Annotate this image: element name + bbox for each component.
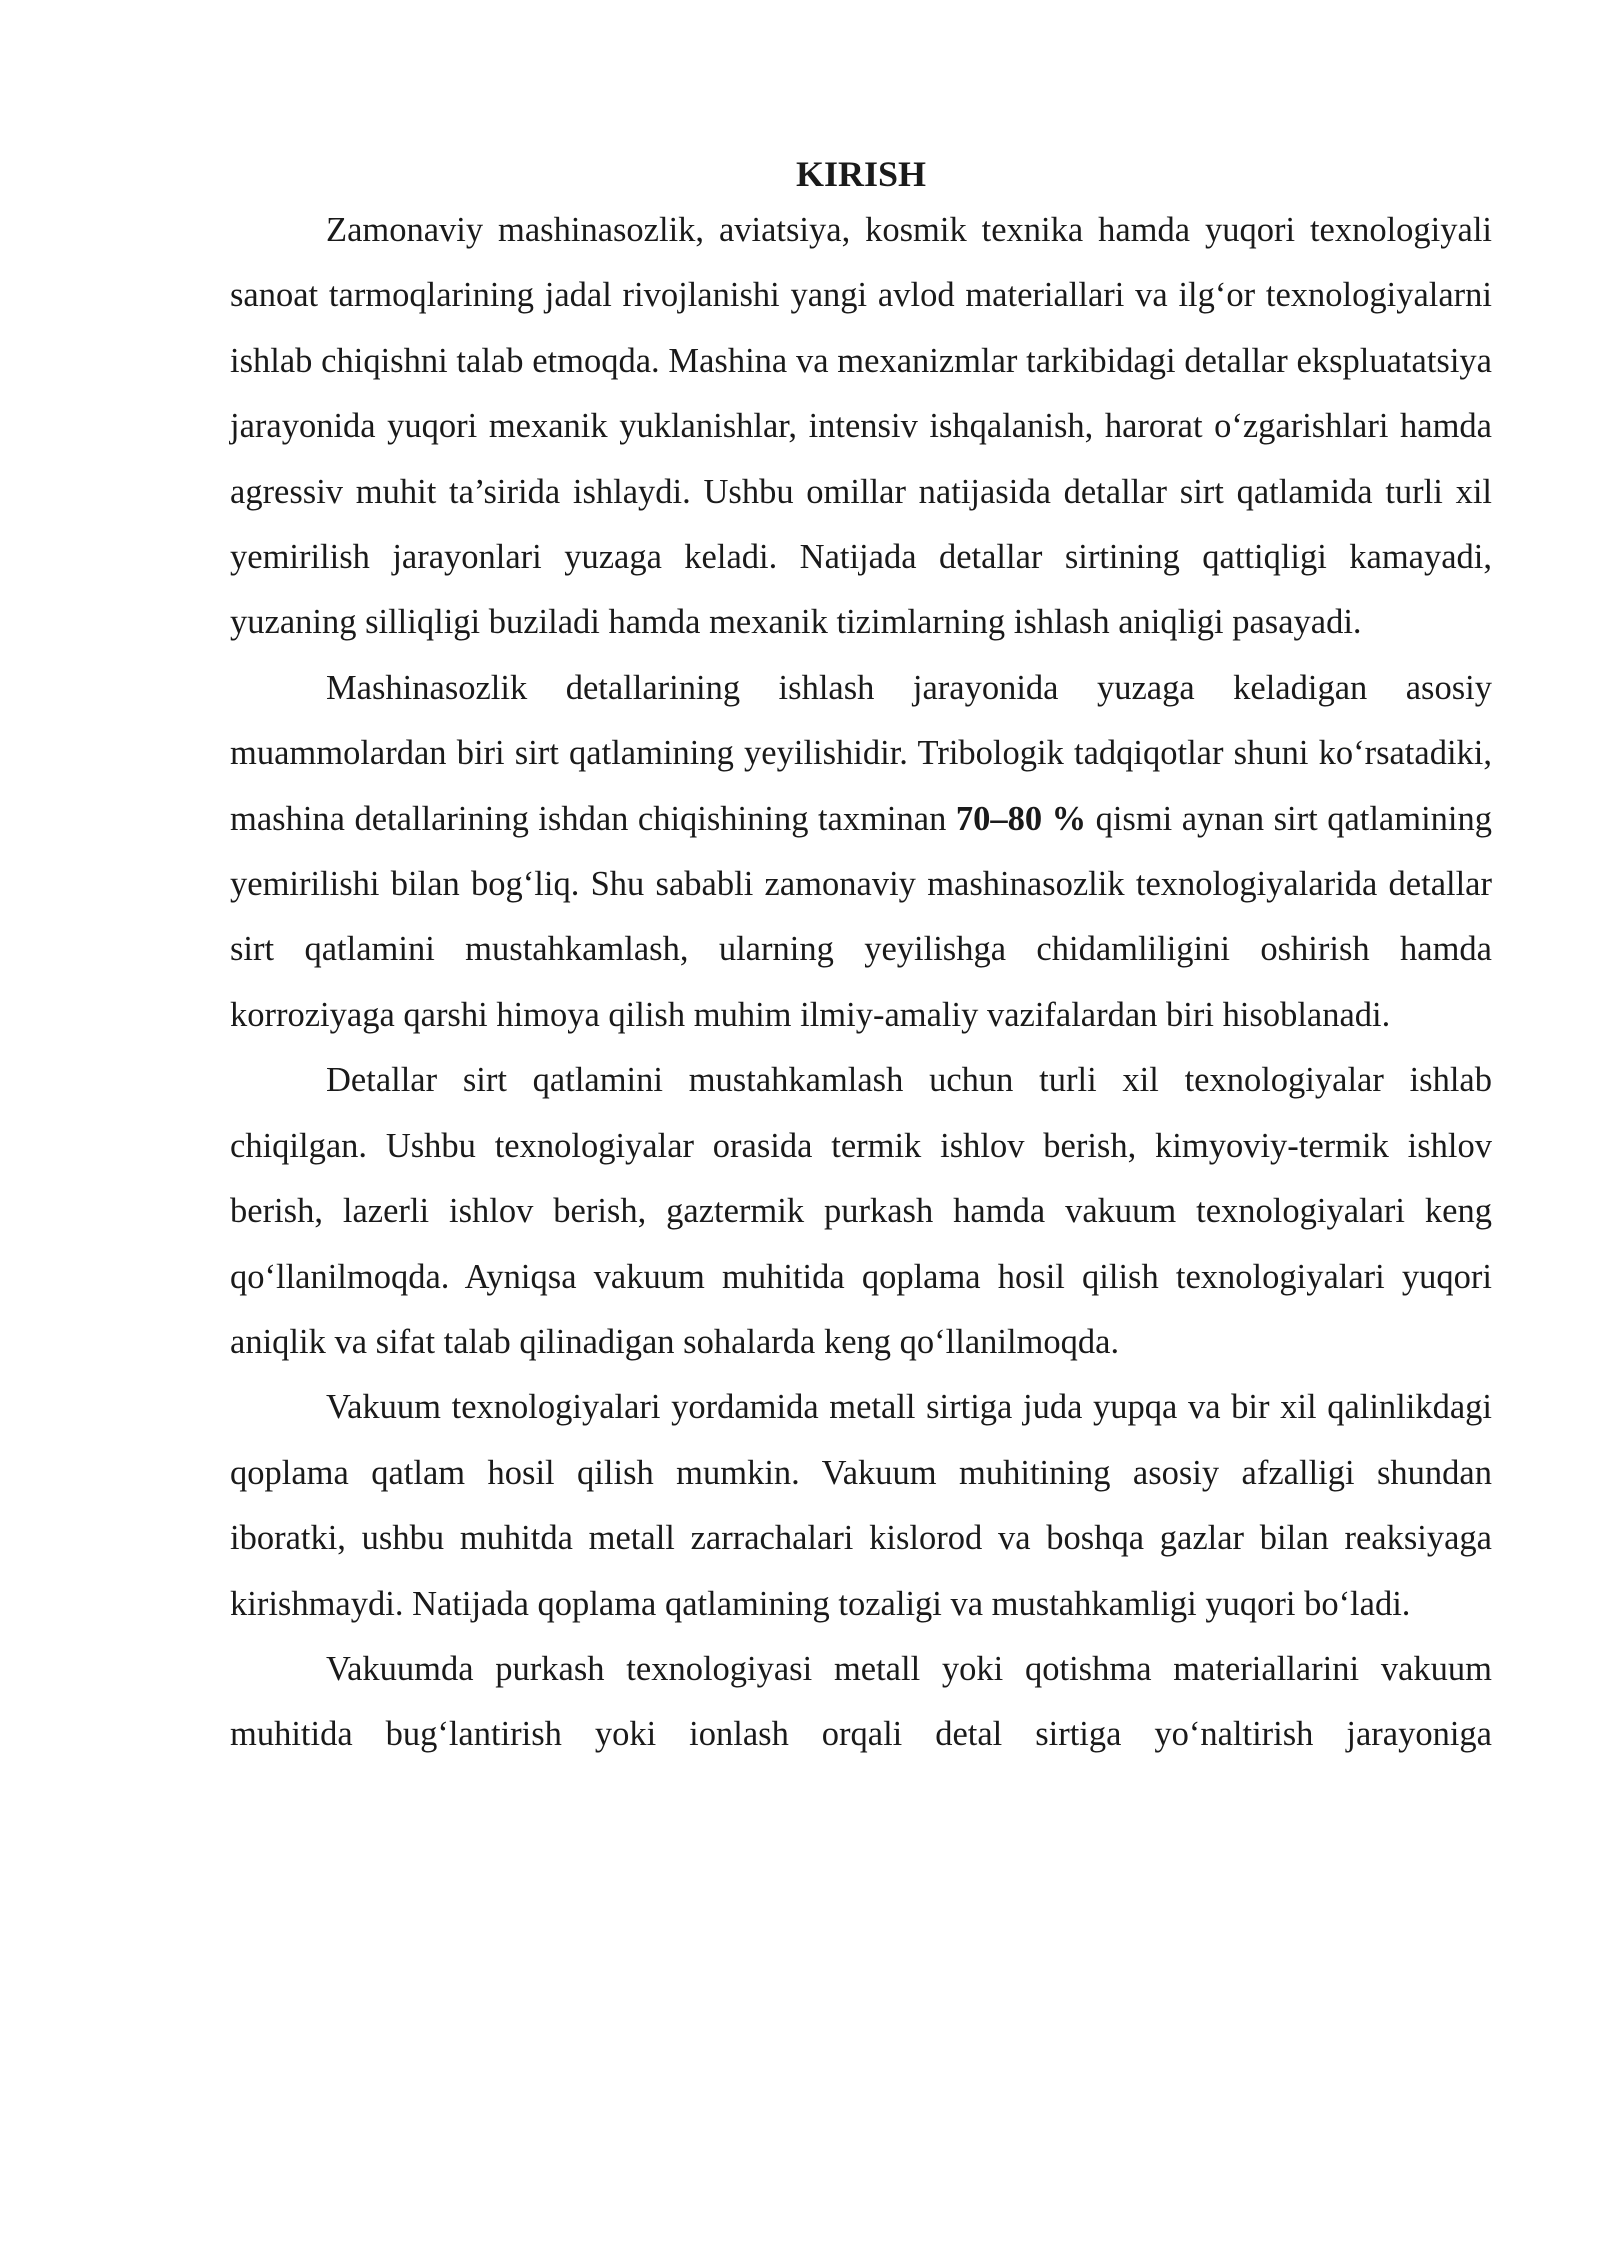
document-page bbox=[230, 150, 1492, 1768]
paragraph-4: Vakuum texnologiyalari yordamida metall sirtiga juda yupqa va bir xil qalinlikdagi qoplama qatlam hosil qilish mumkin. Vakuum muhitining asosiy afzalligi shundan iboratki, ushbu muhitda metall zarrachalari kislorod va boshqa gazlar bilan reaksiyaga kirishmaydi. Natijada qoplama qatlamining tozaligi va mustahkamligi yuqori bo‘ladi. bbox=[230, 1388, 1492, 1623]
paragraph-2-text-after: qismi aynan sirt qatlamining yemirilishi bilan bog‘liq. Shu sababli zamonaviy mashinasozlik texnologiyalarida detallar sirt qatlamini mustahkamlash, ularning yeyilishga chidamliligini oshirish hamda korroziyaga qarshi himoya qilish muhim ilmiy-amaliy vazifalardan biri hisoblanadi. bbox=[230, 799, 1492, 1034]
paragraph-2 bbox=[230, 656, 1492, 1048]
paragraph-3: Detallar sirt qatlamini mustahkamlash uchun turli xil texnologiyalar ishlab chiqilgan. Ushbu texnologiyalar orasida termik ishlov berish, kimyoviy-termik ishlov berish, lazerli ishlov berish, gaztermik purkash hamda vakuum texnologiyalari keng qo‘llanilmoqda. Ayniqsa vakuum muhitida qoplama hosil qilish texnologiyalari yuqori aniqlik va sifat talab qilinadigan sohalarda keng qo‘llanilmoqda. bbox=[230, 1061, 1492, 1361]
page-title: KIRISH bbox=[795, 154, 927, 194]
paragraph-1: Zamonaviy mashinasozlik, aviatsiya, kosmik texnika hamda yuqori texnologiyali sanoat tarmoqlarining jadal rivojlanishi yangi avlod materiallari va ilg‘or texnologiyalarni ishlab chiqishni talab etmoqda. Mashina va mexanizmlar tarkibidagi detallar ekspluatatsiya jarayonida yuqori mexanik yuklanishlar, intensiv ishqalanish, harorat o‘zgarishlari hamda agressiv muhit ta’sirida ishlaydi. Ushbu omillar natijasida detallar sirt qatlamida turli xil yemirilish jarayonlari yuzaga keladi. Natijada detallar sirtining qattiqligi kamayadi, yuzaning silliqligi buziladi hamda mexanik tizimlarning ishlash aniqligi pasayadi. bbox=[230, 211, 1492, 642]
paragraph-2-text-before: Mashinasozlik detallarining ishlash jarayonida yuzaga keladigan asosiy muammolardan biri sirt qatlamining yeyilishidir. Tribologik tadqiqotlar shuni ko‘rsatadiki, mashina detallarining ishdan chiqishining taxminan bbox=[230, 668, 1492, 838]
wear-percentage: 70–80 % bbox=[955, 799, 1087, 838]
paragraph-5: Vakuumda purkash texnologiyasi metall yoki qotishma materiallarini vakuum muhitida bug‘lantirish yoki ionlash orqali detal sirtiga yo‘naltirish jarayoniga bbox=[230, 1649, 1492, 1754]
